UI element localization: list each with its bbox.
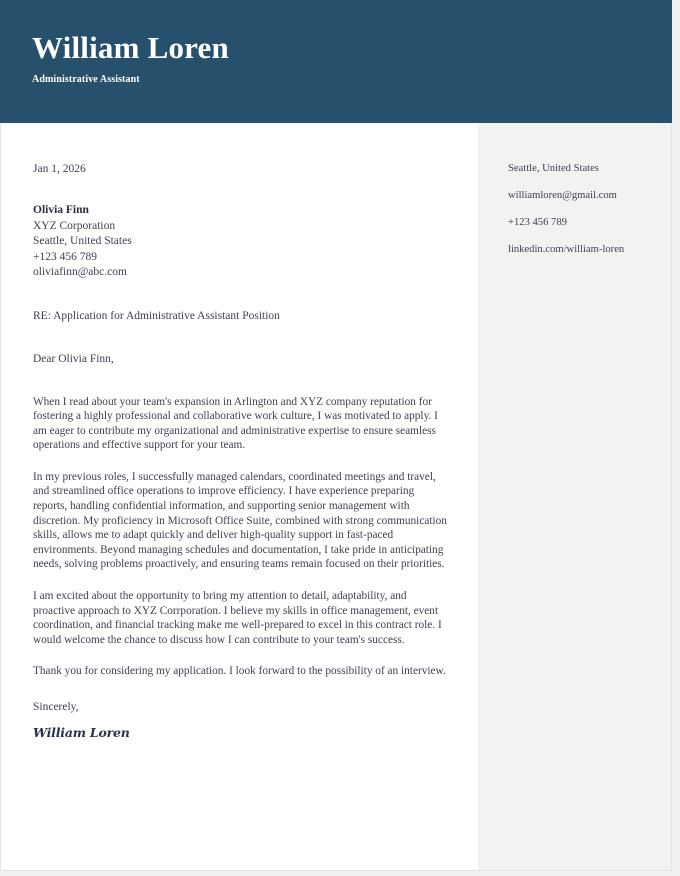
applicant-name: William Loren [32, 30, 229, 65]
letter-salutation: Dear Olivia Finn, [33, 352, 114, 365]
recipient-name: Olivia Finn [33, 204, 89, 216]
document-body [0, 123, 672, 871]
letter-paragraph: When I read about your team's expansion in Arlington and XYZ company reputation for fostering a highly professional and collaborative work culture, I was motivated to apply. I am eager to contribute my organizational and administrative expertise to ensure seamless operations and effective support for your team. [33, 395, 438, 452]
letter-paragraph: In my previous roles, I successfully managed calendars, coordinated meetings and travel, and streamlined office operations to improve efficiency. I have experience preparing reports, handling confidential information, and supporting senior management with discretion. My proficiency in Microsoft Office Suite, combined with strong communication skills, allows me to adapt quickly and deliver high-quality support in fast-paced environments. Beyond managing schedules and documentation, I take pride in anticipating needs, solving problems proactively, and ensuring teams remain focused on their priorities. [33, 470, 447, 571]
recipient-email: oliviafinn@abc.com [33, 266, 127, 278]
applicant-job-title: Administrative Assistant [32, 74, 140, 85]
letter-paragraph: I am excited about the opportunity to bring my attention to detail, adaptability, and proactive approach to XYZ Corrporation. I believe my skills in office management, event coordination, and financial tracking make me well-prepared to excel in this contract role. I would welcome the chance to discuss how I can contribute to your team's success. [33, 590, 442, 646]
contact-linkedin[interactable]: linkedin.com/william-loren [508, 244, 625, 255]
recipient-phone: +123 456 789 [33, 250, 97, 263]
header-identity [32, 30, 229, 86]
signature: William Loren [33, 725, 130, 740]
letter-paragraph: Thank you for considering my application. I look forward to the possibility of an interview. [33, 665, 446, 678]
recipient-block [33, 203, 448, 281]
contact-location: Seattle, United States [508, 163, 599, 174]
recipient-company: XYZ Corporation [33, 219, 116, 232]
contact-phone: +123 456 789 [508, 217, 567, 228]
letter-body [33, 395, 448, 680]
recipient-location: Seattle, United States [33, 235, 132, 247]
letter-main-column [1, 123, 478, 870]
letter-subject: RE: Application for Administrative Assistant Position [33, 309, 280, 322]
document-header [0, 0, 672, 123]
letter-date: Jan 1, 2026 [33, 163, 86, 175]
letter-closing: Sincerely, [33, 701, 79, 713]
contact-sidebar [478, 123, 671, 870]
contact-email[interactable]: williamloren@gmail.com [508, 190, 617, 201]
